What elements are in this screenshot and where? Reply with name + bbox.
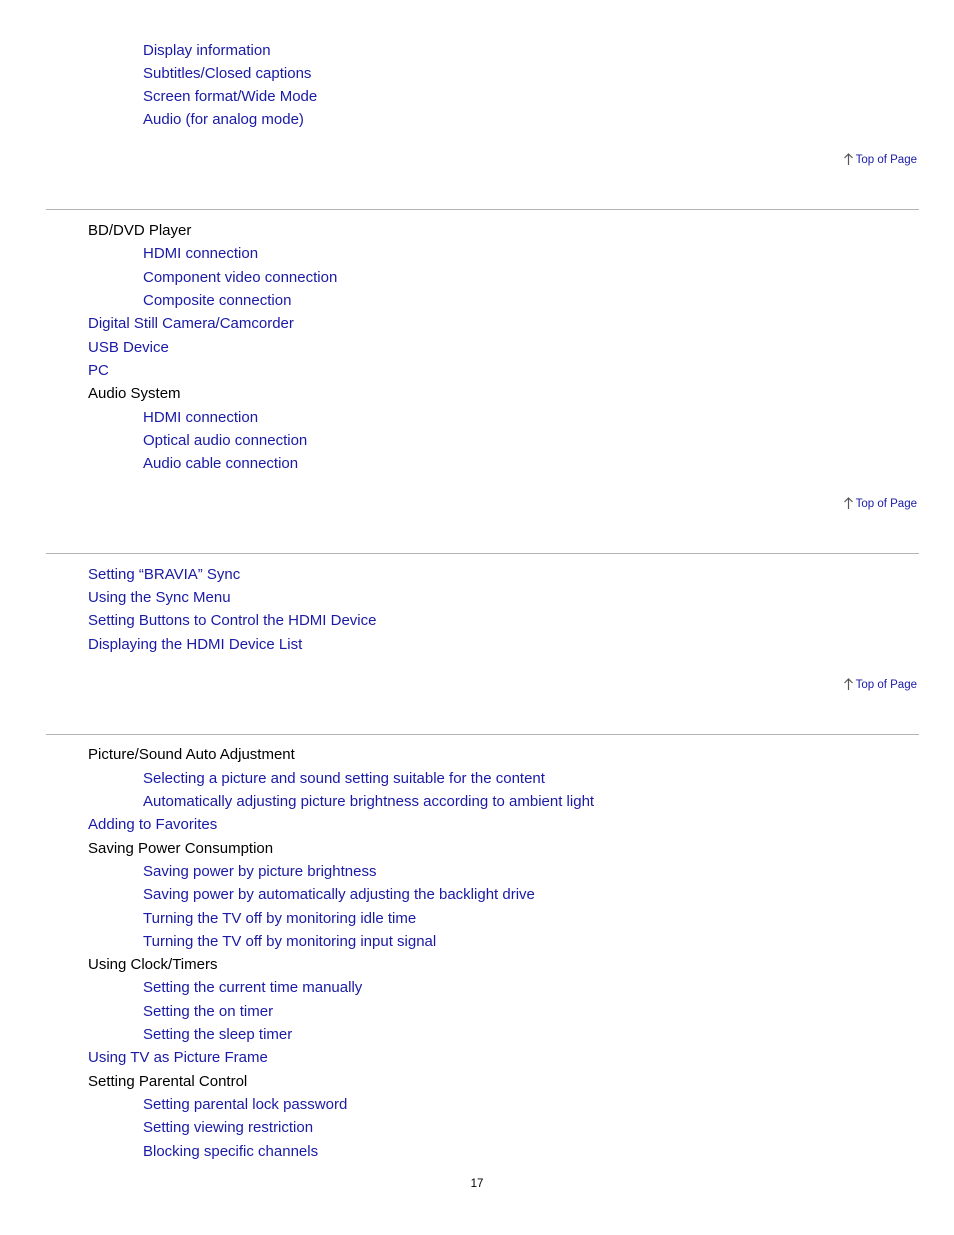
link-set-current-time[interactable]: Setting the current time manually	[143, 979, 363, 996]
link-selecting-picture-sound[interactable]: Selecting a picture and sound setting suitable for the content	[143, 770, 545, 787]
link-adding-to-favorites[interactable]: Adding to Favorites	[88, 816, 218, 833]
heading-picture-sound-auto: Picture/Sound Auto Adjustment	[88, 746, 295, 763]
link-component-video-connection[interactable]: Component video connection	[143, 269, 338, 286]
link-display-information[interactable]: Display information	[143, 42, 271, 59]
link-setting-bravia-sync[interactable]: Setting “BRAVIA” Sync	[88, 566, 241, 583]
link-viewing-restriction[interactable]: Setting viewing restriction	[143, 1119, 314, 1136]
link-blocking-channels[interactable]: Blocking specific channels	[143, 1143, 319, 1160]
link-digital-still-camera[interactable]: Digital Still Camera/Camcorder	[88, 315, 294, 332]
section-divider	[46, 209, 919, 210]
link-auto-brightness[interactable]: Automatically adjusting picture brightness according to ambient light	[143, 793, 595, 810]
link-saving-power-backlight[interactable]: Saving power by automatically adjusting the backlight drive	[143, 886, 535, 903]
heading-clock-timers: Using Clock/Timers	[88, 956, 218, 973]
section-divider	[46, 734, 919, 735]
link-usb-device[interactable]: USB Device	[88, 339, 169, 356]
page-number: 17	[470, 1178, 484, 1190]
up-arrow-icon	[843, 497, 854, 509]
link-subtitles-closed-captions[interactable]: Subtitles/Closed captions	[143, 65, 312, 82]
link-set-on-timer[interactable]: Setting the on timer	[143, 1003, 274, 1020]
link-picture-frame[interactable]: Using TV as Picture Frame	[88, 1049, 268, 1066]
link-pc[interactable]: PC	[88, 362, 109, 379]
heading-parental-control: Setting Parental Control	[88, 1073, 248, 1090]
heading-bd-dvd-player: BD/DVD Player	[88, 222, 192, 239]
heading-saving-power: Saving Power Consumption	[88, 840, 274, 857]
top-of-page-link[interactable]	[843, 497, 917, 511]
up-arrow-icon	[843, 153, 854, 165]
top-of-page-label: Top of Page	[855, 679, 917, 691]
link-displaying-hdmi-device-list[interactable]: Displaying the HDMI Device List	[88, 636, 303, 653]
link-audio-analog[interactable]: Audio (for analog mode)	[143, 111, 304, 128]
top-of-page-label: Top of Page	[855, 154, 917, 166]
heading-audio-system: Audio System	[88, 385, 181, 402]
link-set-sleep-timer[interactable]: Setting the sleep timer	[143, 1026, 293, 1043]
section-divider	[46, 553, 919, 554]
link-saving-power-brightness[interactable]: Saving power by picture brightness	[143, 863, 377, 880]
link-tv-off-idle[interactable]: Turning the TV off by monitoring idle time	[143, 910, 417, 927]
top-of-page-label: Top of Page	[855, 498, 917, 510]
link-tv-off-input-signal[interactable]: Turning the TV off by monitoring input signal	[143, 933, 437, 950]
top-of-page-link[interactable]	[843, 678, 917, 692]
top-of-page-link[interactable]	[843, 153, 917, 167]
link-optical-audio-connection[interactable]: Optical audio connection	[143, 432, 308, 449]
link-hdmi-connection-player[interactable]: HDMI connection	[143, 245, 259, 262]
link-screen-format[interactable]: Screen format/Wide Mode	[143, 88, 318, 105]
link-hdmi-connection-audio[interactable]: HDMI connection	[143, 409, 259, 426]
link-audio-cable-connection[interactable]: Audio cable connection	[143, 455, 299, 472]
link-using-sync-menu[interactable]: Using the Sync Menu	[88, 589, 231, 606]
link-composite-connection[interactable]: Composite connection	[143, 292, 292, 309]
link-parental-lock-password[interactable]: Setting parental lock password	[143, 1096, 348, 1113]
up-arrow-icon	[843, 678, 854, 690]
link-setting-buttons-hdmi[interactable]: Setting Buttons to Control the HDMI Device	[88, 612, 377, 629]
